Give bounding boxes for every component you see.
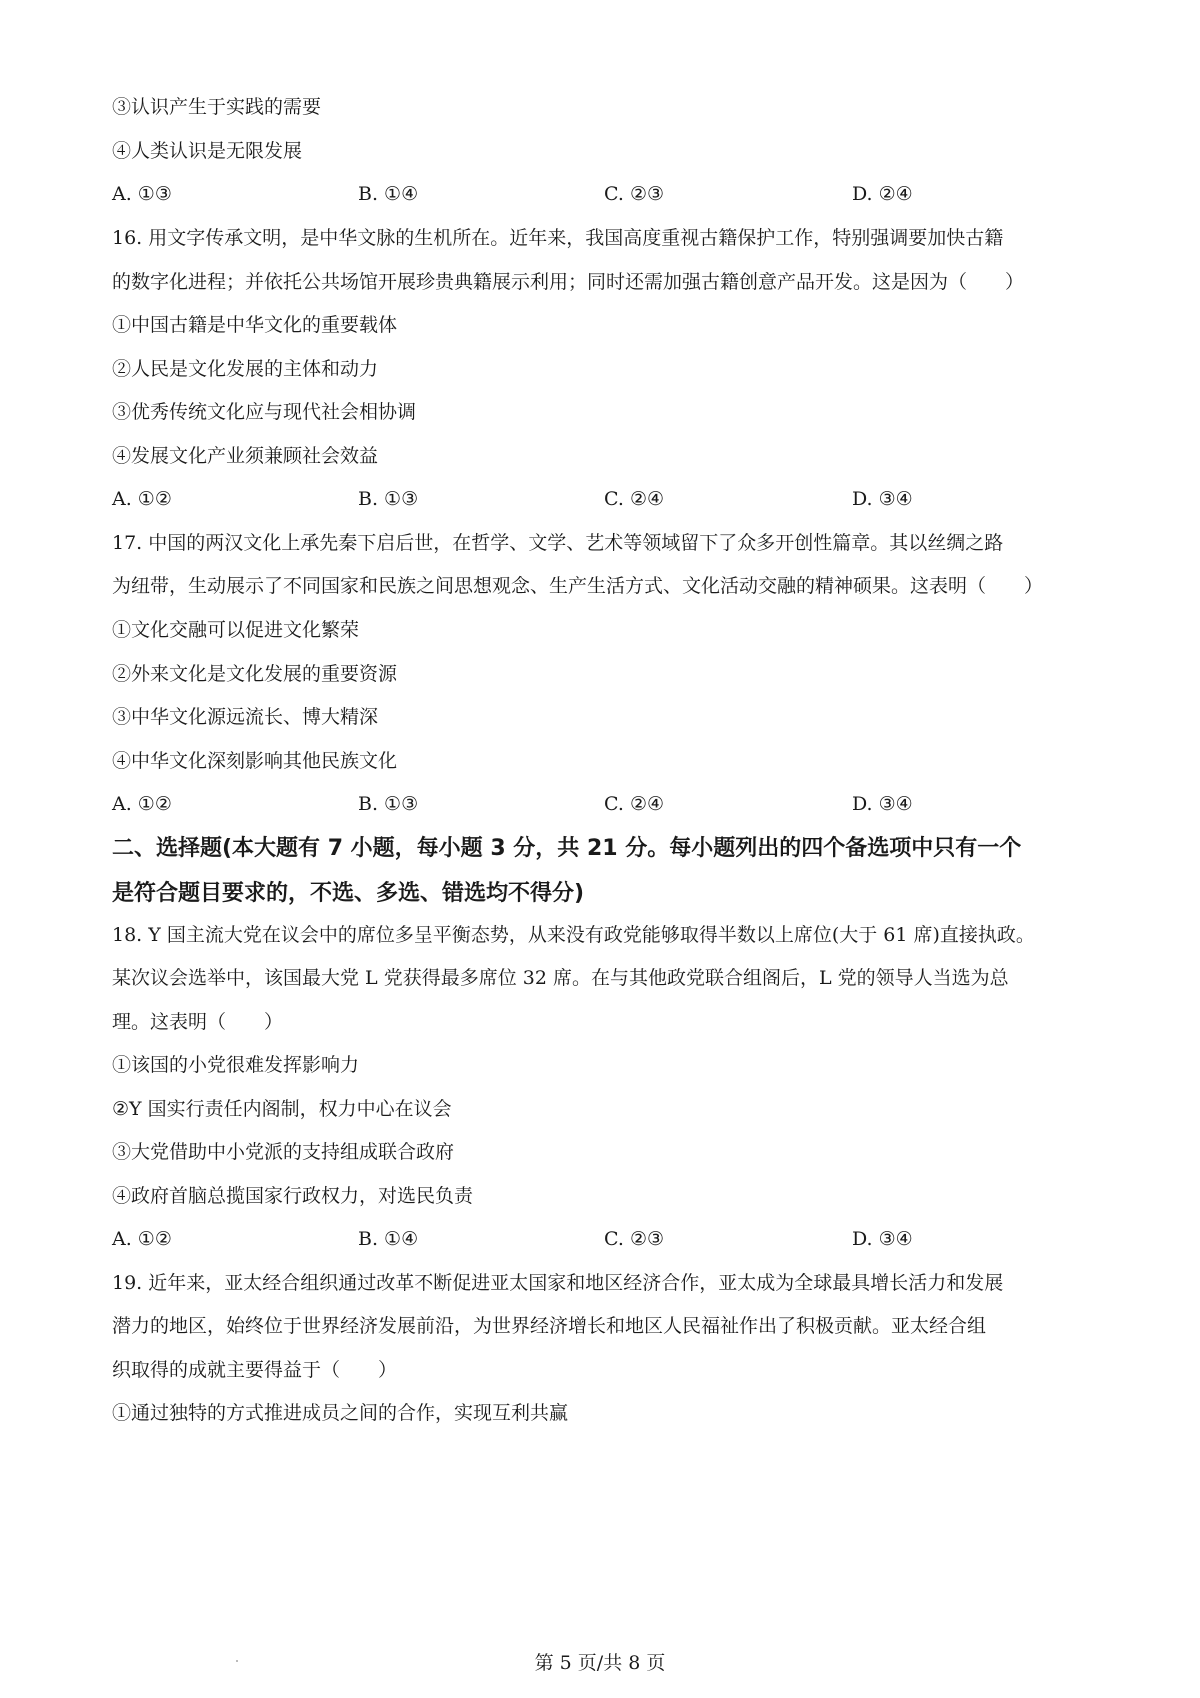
q15-option-c: C. ②③: [604, 183, 665, 205]
q19-stem-line-1: 19. 近年来，亚太经合组织通过改革不断促进亚太国家和地区经济合作，亚太成为全球最具增长活力和发展: [112, 1272, 1004, 1294]
q15-option-d: D. ②④: [852, 183, 913, 205]
q16-options: [112, 485, 1098, 513]
page-number: 第 5 页/共 8 页: [534, 1652, 666, 1674]
q19-stem-line-2: 潜力的地区，始终位于世界经济发展前沿，为世界经济增长和地区人民福祉作出了积极贡献。亚太经合组: [112, 1315, 987, 1337]
q18-option-c: C. ②③: [604, 1228, 665, 1250]
q19-stem-line-3: 织取得的成就主要得益于（ ）: [112, 1359, 398, 1381]
q19-item-1: ①通过独特的方式推进成员之间的合作，实现互利共赢: [112, 1402, 569, 1424]
q17-item-2: ②外来文化是文化发展的重要资源: [112, 663, 398, 685]
q15-options: [112, 180, 1098, 208]
q18-stem-line-1: 18. Y 国主流大党在议会中的席位多呈平衡态势，从来没有政党能够取得半数以上席位(大于 61 席)直接执政。: [112, 924, 1035, 946]
q17-item-4: ④中华文化深刻影响其他民族文化: [112, 750, 398, 772]
q17-options: [112, 790, 1098, 818]
q15-item-4: ④人类认识是无限发展: [112, 140, 303, 162]
q18-stem-line-3: 理。这表明（ ）: [112, 1011, 284, 1033]
q18-item-4: ④政府首脑总揽国家行政权力，对选民负责: [112, 1185, 474, 1207]
q18-options: [112, 1225, 1098, 1253]
q16-option-d: D. ③④: [852, 488, 913, 510]
q16-option-c: C. ②④: [604, 488, 665, 510]
q17-option-c: C. ②④: [604, 793, 665, 815]
q18-item-1: ①该国的小党很难发挥影响力: [112, 1054, 360, 1076]
q16-option-a: A. ①②: [112, 488, 172, 510]
q17-item-3: ③中华文化源远流长、博大精深: [112, 706, 379, 728]
q17-stem-line-2: 为纽带，生动展示了不同国家和民族之间思想观念、生产生活方式、文化活动交融的精神硕果。这表明（ ）: [112, 575, 1044, 597]
q15-option-a: A. ①③: [112, 183, 172, 205]
q16-option-b: B. ①③: [358, 488, 419, 510]
q18-item-2: ②Y 国实行责任内阁制，权力中心在议会: [112, 1098, 452, 1120]
q15-option-b: B. ①④: [358, 183, 419, 205]
q18-stem-line-2: 某次议会选举中，该国最大党 L 党获得最多席位 32 席。在与其他政党联合组阁后，L 党的领导人当选为总: [112, 967, 1009, 989]
q17-item-1: ①文化交融可以促进文化繁荣: [112, 619, 360, 641]
q16-item-1: ①中国古籍是中华文化的重要载体: [112, 314, 398, 336]
q15-item-3: ③认识产生于实践的需要: [112, 96, 322, 118]
q16-stem-line-1: 16. 用文字传承文明，是中华文脉的生机所在。近年来，我国高度重视古籍保护工作，特别强调要加快古籍: [112, 227, 1004, 249]
q17-option-b: B. ①③: [358, 793, 419, 815]
q17-option-d: D. ③④: [852, 793, 913, 815]
q18-option-d: D. ③④: [852, 1228, 913, 1250]
section-heading-line-1: 二、选择题(本大题有 7 小题，每小题 3 分，共 21 分。每小题列出的四个备选项中只有一个: [112, 836, 1022, 861]
q17-stem-line-1: 17. 中国的两汉文化上承先秦下启后世，在哲学、文学、艺术等领域留下了众多开创性篇章。其以丝绸之路: [112, 532, 1004, 554]
section-heading-line-2: 是符合题目要求的，不选、多选、错选均不得分): [112, 881, 585, 906]
q16-item-4: ④发展文化产业须兼顾社会效益: [112, 445, 379, 467]
q18-option-b: B. ①④: [358, 1228, 419, 1250]
q16-item-2: ②人民是文化发展的主体和动力: [112, 358, 379, 380]
q18-item-3: ③大党借助中小党派的支持组成联合政府: [112, 1141, 455, 1163]
q16-stem-line-2: 的数字化进程；并依托公共场馆开展珍贵典籍展示利用；同时还需加强古籍创意产品开发。这是因为（ ）: [112, 271, 1025, 293]
q17-option-a: A. ①②: [112, 793, 172, 815]
q18-option-a: A. ①②: [112, 1228, 172, 1250]
q16-item-3: ③优秀传统文化应与现代社会相协调: [112, 401, 417, 423]
